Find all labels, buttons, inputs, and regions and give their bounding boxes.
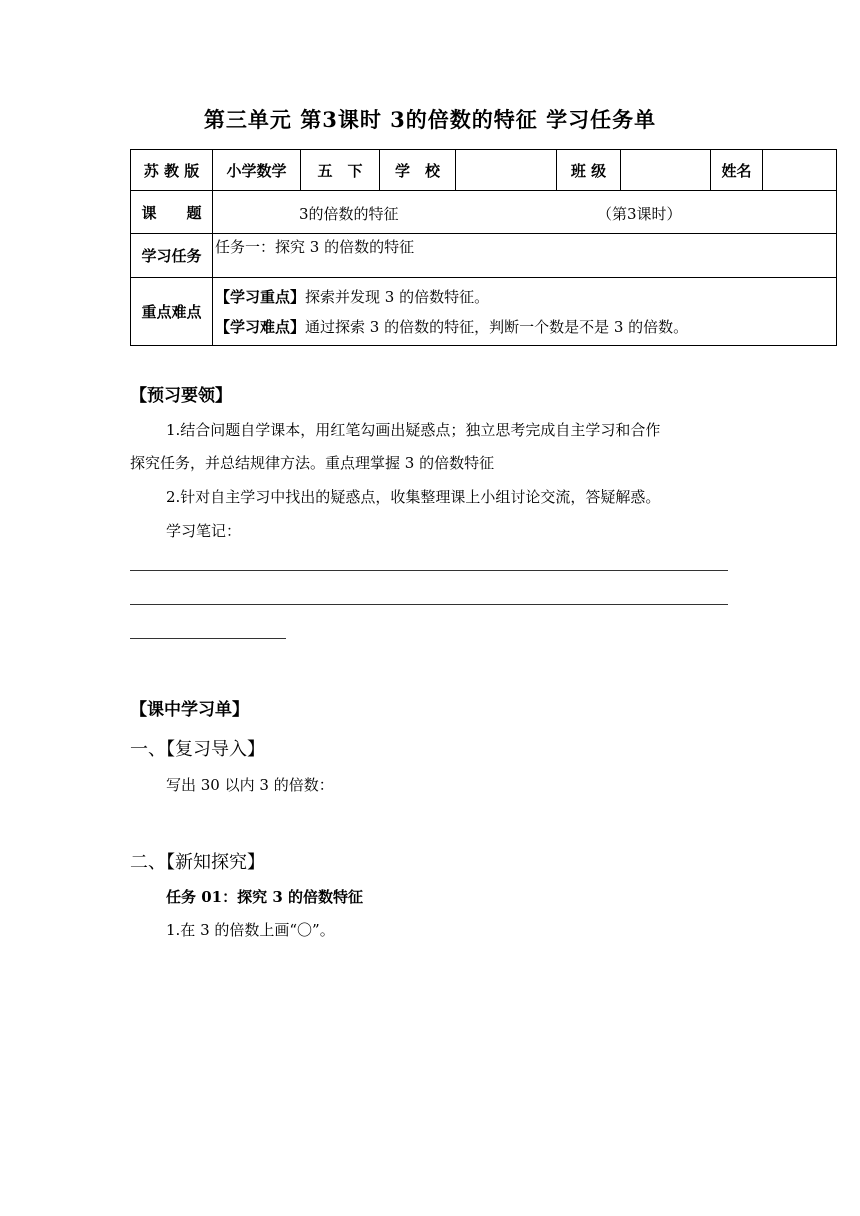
- class-value[interactable]: [621, 150, 711, 191]
- preview-item1-line2: 探究任务，并总结规律方法。重点理掌握 3 的倍数特征: [130, 454, 495, 472]
- preview-heading: 【预习要领】: [130, 386, 232, 406]
- task-label: 学习任务: [131, 234, 213, 278]
- school-value[interactable]: [456, 150, 557, 191]
- difficulty-key: 【学习难点】: [215, 317, 306, 336]
- notes-line-1[interactable]: [130, 570, 728, 571]
- focus-key: 【学习重点】: [215, 287, 306, 306]
- task-value: 任务一：探究 3 的倍数的特征: [213, 234, 837, 278]
- focus-text: 探索并发现 3 的倍数特征。: [305, 287, 490, 306]
- subject-cell: 小学数学: [213, 150, 301, 191]
- page-title: 第三单元 第3课时 3的倍数的特征 学习任务单: [203, 107, 657, 132]
- class-sheet-heading: 【课中学习单】: [130, 700, 249, 720]
- school-label: 学 校: [380, 150, 456, 191]
- task01-item1: 1.在 3 的倍数上画“〇”。: [166, 921, 335, 939]
- section1-prompt: 写出 30 以内 3 的倍数：: [166, 776, 334, 794]
- info-table: [130, 149, 837, 346]
- section1-heading: 一、【复习导入】: [130, 739, 265, 760]
- notes-line-3[interactable]: [130, 638, 286, 639]
- topic-label: 课 题: [131, 191, 213, 234]
- difficulty-text: 通过探索 3 的倍数的特征，判断一个数是不是 3 的倍数。: [305, 317, 689, 336]
- lesson-number: （第3课时）: [597, 205, 682, 223]
- name-value[interactable]: [763, 150, 837, 191]
- focus-cell: [213, 278, 837, 346]
- task01-heading: 任务 01：探究 3 的倍数特征: [166, 888, 363, 906]
- notes-label: 学习笔记：: [166, 522, 242, 540]
- preview-item2: 2.针对自主学习中找出的疑惑点，收集整理课上小组讨论交流，答疑解惑。: [166, 488, 661, 506]
- section2-heading: 二、【新知探究】: [130, 852, 265, 873]
- focus-label: 重点难点: [131, 278, 213, 346]
- focus-line: [215, 282, 834, 312]
- topic-cell: [213, 191, 837, 234]
- difficulty-line: [215, 312, 834, 342]
- class-label: 班 级: [557, 150, 621, 191]
- publisher-cell: 苏 教 版: [131, 150, 213, 191]
- topic-value: 3的倍数的特征: [299, 205, 399, 223]
- notes-line-2[interactable]: [130, 604, 728, 605]
- name-label: 姓名: [711, 150, 763, 191]
- preview-item1-line1: 1.结合问题自学课本，用红笔勾画出疑惑点；独立思考完成自主学习和合作: [166, 421, 661, 439]
- grade-cell: 五 下: [301, 150, 380, 191]
